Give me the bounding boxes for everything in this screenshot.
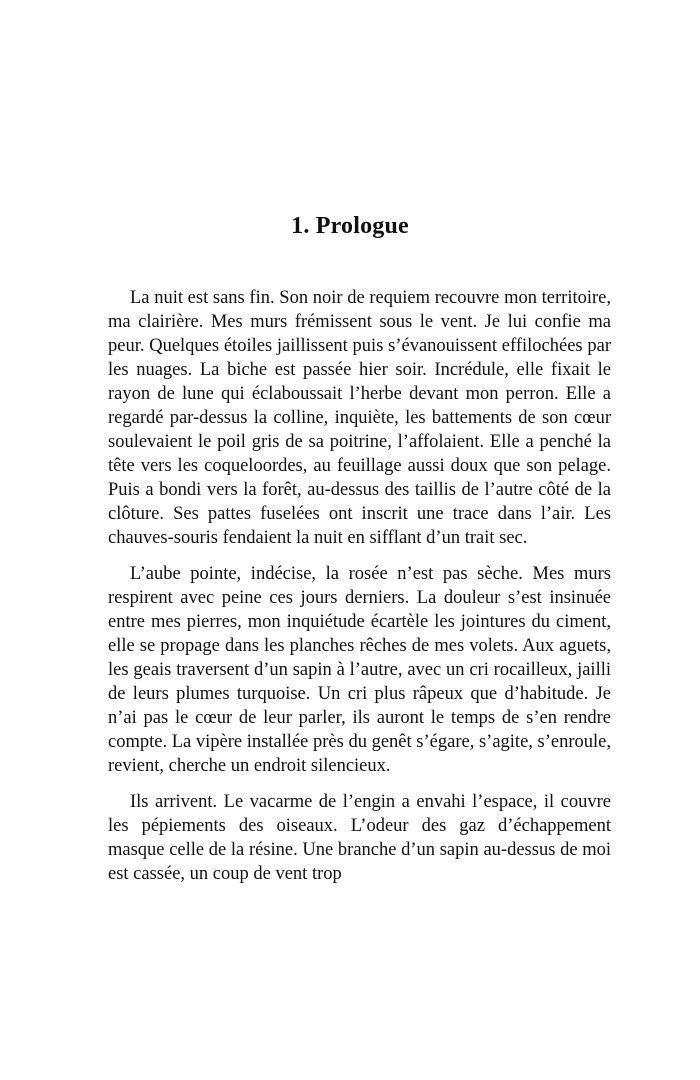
- paragraph-2: L’aube pointe, indécise, la rosée n’est pas sèche. Mes murs respirent avec peine ces jours derniers. La douleur s’est insinuée entre mes pierres, mon inquiétude écartèle les jointures du ciment, elle se propage dans les planches rêches de mes volets. Aux aguets, les geais traversent d’un sapin à l’autre, avec un cri rocailleux, jailli de leurs plumes turquoise. Un cri plus râpeux que d’habitude. Je n’ai pas le cœur de leur parler, ils auront le temps de s’en rendre compte. La vipère installée près du genêt s’égare, s’agite, s’enroule, revient, cherche un endroit silencieux.: [108, 564, 611, 776]
- paragraph-1: La nuit est sans fin. Son noir de requiem recouvre mon territoire, ma clairière. Mes murs frémissent sous le vent. Je lui confie ma peur. Quelques étoiles jaillissent puis s’évanouissent effilochées par les nuages. La biche est passée hier soir. Incrédule, elle fixait le rayon de lune qui éclaboussait l’herbe devant mon perron. Elle a regardé par-dessus la colline, inquiète, les battements de son cœur soulevaient le poil gris de sa poitrine, l’affolaient. Elle a penché la tête vers les coqueloordes, au feuillage aussi doux que son pelage. Puis a bondi vers la forêt, au-dessus des taillis de l’autre côté de la clôture. Ses pattes fuselées ont inscrit une trace dans l’air. Les chauves-souris fendaient la nuit en sifflant d’un trait sec.: [108, 288, 611, 548]
- chapter-body: [108, 286, 611, 898]
- chapter-title: 1. Prologue: [291, 213, 409, 239]
- paragraph-3: Ils arrivent. Le vacarme de l’engin a envahi l’espace, il couvre les pépiements des oiseaux. L’odeur des gaz d’échappement masque celle de la résine. Une branche d’un sapin au-dessus de moi est cassée, un coup de vent trop: [108, 792, 611, 884]
